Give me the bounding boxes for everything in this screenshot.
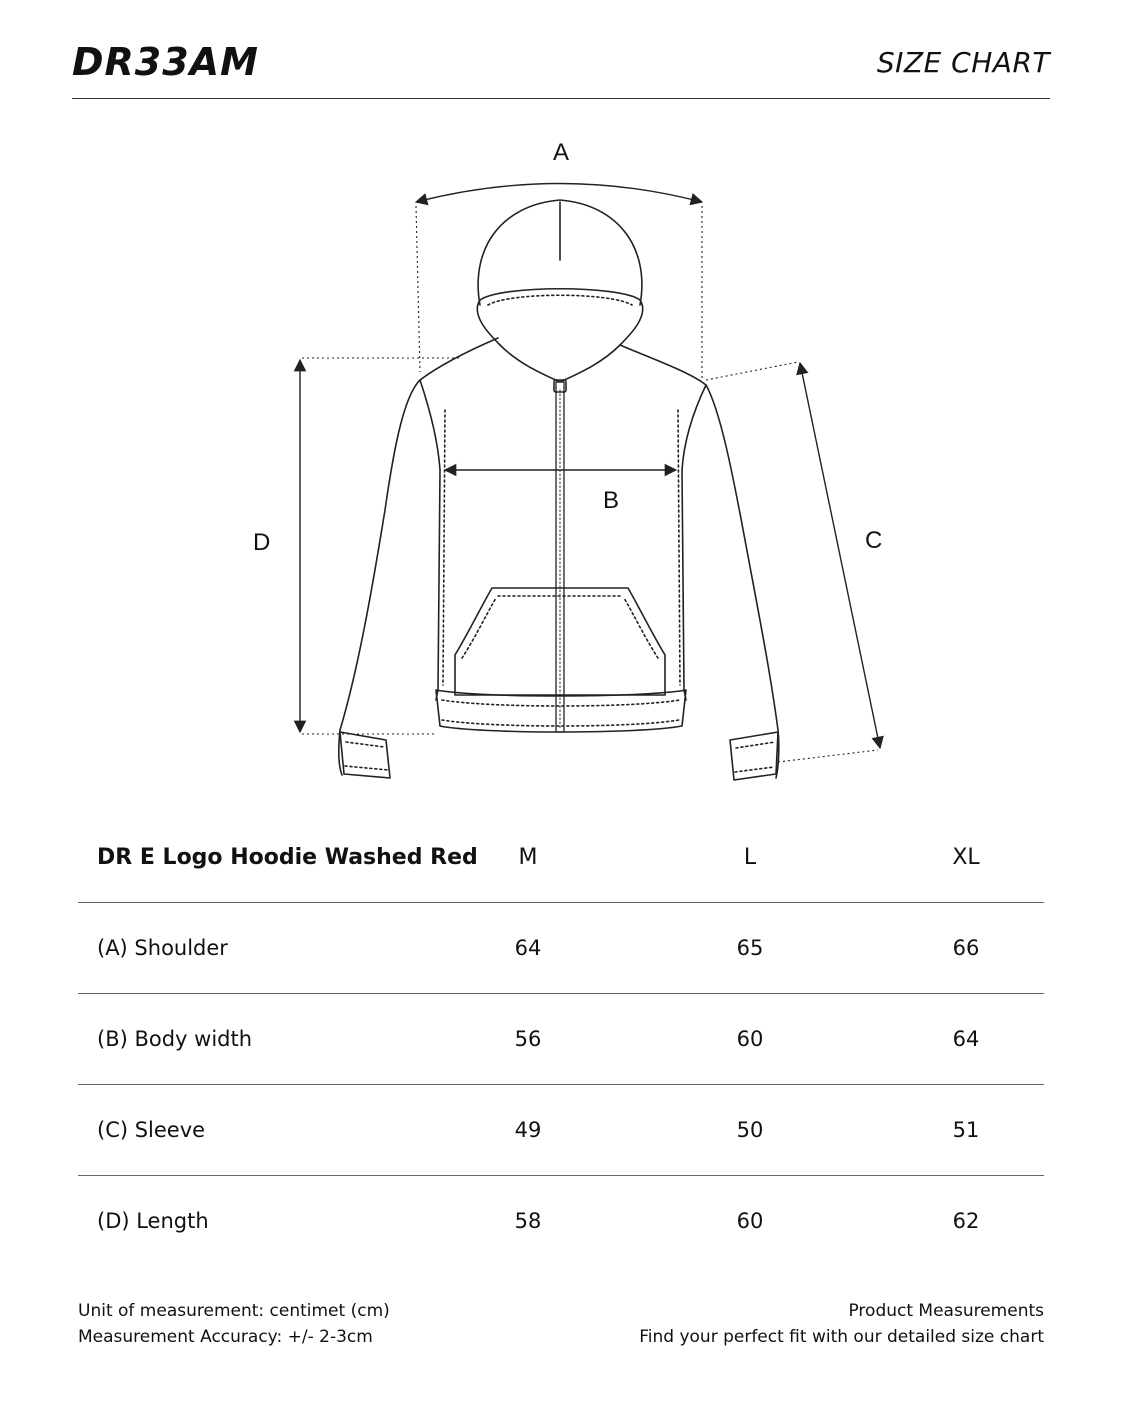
- fit-notes: [639, 1298, 1044, 1350]
- body-outline: [339, 338, 779, 778]
- row-label: (D) Length: [97, 1209, 209, 1233]
- table-header-row: [78, 812, 1044, 903]
- footer-subtitle: Find your perfect fit with our detailed size chart: [639, 1327, 1044, 1347]
- table-cell: 60: [736, 1027, 764, 1051]
- table-cell: 50: [736, 1118, 764, 1142]
- size-table: [78, 812, 1044, 1266]
- table-cell: 65: [736, 936, 764, 960]
- table-cell: 60: [736, 1209, 764, 1233]
- page-title: SIZE CHART: [876, 46, 1050, 79]
- dimension-c-arrow: [800, 363, 883, 748]
- table-row: [78, 994, 1044, 1085]
- measurement-notes: [78, 1298, 390, 1350]
- brand-logo: DR33AM: [72, 40, 259, 84]
- row-label: (B) Body width: [97, 1027, 253, 1051]
- table-cell: 58: [514, 1209, 542, 1233]
- table-cell: 64: [514, 936, 542, 960]
- table-cell: 51: [952, 1118, 980, 1142]
- table-cell: 56: [514, 1027, 542, 1051]
- footer-title: Product Measurements: [848, 1301, 1044, 1321]
- dimension-b-label: B: [603, 487, 620, 514]
- table-row: [78, 903, 1044, 994]
- page-header: [72, 40, 1050, 99]
- dimension-d-label: D: [253, 529, 271, 556]
- table-row: [78, 1176, 1044, 1266]
- hoodie-diagram: [0, 110, 1122, 810]
- table-cell: 64: [952, 1027, 980, 1051]
- table-cell: 66: [952, 936, 980, 960]
- row-label: (C) Sleeve: [97, 1118, 206, 1142]
- size-header-xl: XL: [952, 845, 980, 870]
- size-header-m: M: [518, 845, 538, 870]
- accuracy-note: Measurement Accuracy: +/- 2-3cm: [78, 1327, 373, 1347]
- product-name: DR E Logo Hoodie Washed Red: [97, 845, 478, 870]
- left-cuff: [340, 732, 390, 778]
- table-cell: 49: [514, 1118, 542, 1142]
- table-cell: 62: [952, 1209, 980, 1233]
- dimension-a-label: A: [553, 139, 570, 166]
- right-cuff: [730, 732, 778, 780]
- row-label: (A) Shoulder: [97, 936, 228, 960]
- dimension-c-label: C: [865, 527, 883, 554]
- table-row: [78, 1085, 1044, 1176]
- hood-opening: [477, 289, 642, 382]
- size-header-l: L: [743, 845, 757, 870]
- hem-band: [436, 690, 686, 732]
- unit-note: Unit of measurement: centimet (cm): [78, 1301, 390, 1321]
- dimension-a-arrow: [416, 184, 702, 203]
